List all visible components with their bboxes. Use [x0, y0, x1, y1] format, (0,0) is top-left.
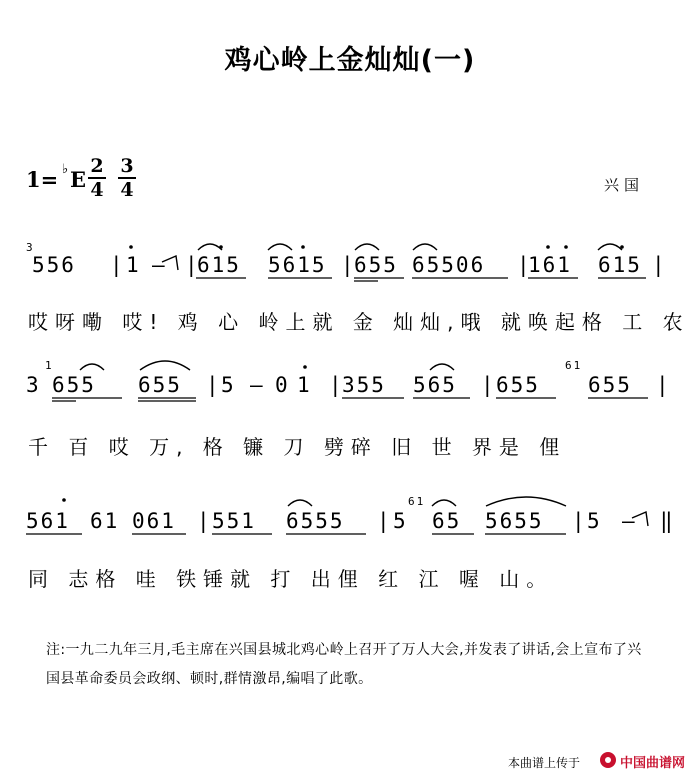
note: 5: [221, 373, 236, 397]
note-group: 615: [197, 253, 241, 277]
barline: |: [656, 373, 671, 397]
barline: |: [341, 253, 356, 277]
note-group: 551: [212, 509, 256, 533]
slur: [432, 500, 456, 506]
upload-credit: 本曲谱上传于: [508, 756, 581, 770]
barline: |: [377, 509, 392, 533]
author-credit: 兴国: [604, 176, 645, 194]
slur: [288, 500, 312, 506]
dash: –: [152, 253, 167, 277]
note-group: 355: [342, 373, 386, 397]
grace-note: 61: [565, 359, 583, 372]
lyrics-line-3: 同 志格 哇 铁锤就 打 出俚 红 江 喔 山。: [28, 567, 554, 591]
song-title: 鸡心岭上金灿灿(一): [224, 45, 476, 76]
lyrics-line-1: 哎呀嘞 哎! 鸡 心 岭上就 金 灿灿,哦 就唤起格 工 农: [28, 310, 690, 334]
slur: [430, 364, 454, 370]
barline: |: [185, 253, 200, 277]
dash: –: [250, 373, 265, 397]
note-group: 565: [413, 373, 457, 397]
key-tonic: E: [70, 167, 87, 192]
note: 1: [297, 373, 312, 397]
barline: |: [572, 509, 587, 533]
note-group: 5655: [485, 509, 544, 533]
slur: [598, 244, 622, 250]
end-barline: ‖: [660, 509, 675, 533]
slur: [268, 244, 292, 250]
time-signature-3-4: 3 4: [118, 156, 136, 200]
note-group: 556: [32, 253, 76, 277]
barline: |: [197, 509, 212, 533]
slur: [140, 361, 190, 370]
note-group: 655: [52, 373, 96, 397]
key-label: 1=: [26, 167, 59, 192]
logo-text: 中国曲谱网: [620, 756, 686, 771]
tie-arrow: [632, 512, 648, 526]
slur: [486, 497, 566, 506]
dash: –: [622, 509, 637, 533]
note: 5: [393, 509, 408, 533]
barline: |: [481, 373, 496, 397]
note-group: 061: [132, 509, 176, 533]
flat-sign: ♭: [62, 162, 69, 177]
slur: [355, 244, 379, 250]
note-group: 655: [496, 373, 540, 397]
barline: |: [110, 253, 125, 277]
note-group: 655: [588, 373, 632, 397]
slur: [413, 244, 437, 250]
logo-icon: [600, 752, 616, 768]
note-group: 615: [598, 253, 642, 277]
note-group: 161: [528, 253, 572, 277]
note-group: 65506: [412, 253, 486, 277]
barline: |: [652, 253, 667, 277]
rest: 0: [275, 373, 290, 397]
site-logo: [600, 750, 696, 772]
note-group: 561: [26, 509, 70, 533]
time-signature-2-4: 2 4: [88, 156, 106, 200]
slur: [198, 244, 222, 250]
lyrics-line-2: 千 百 哎 万, 格 镰 刀 劈碎 旧 世 界是 俚: [28, 435, 567, 459]
barline: |: [517, 253, 532, 277]
grace-note: 3: [26, 241, 35, 254]
note-group: 5615: [268, 253, 327, 277]
note-group: 65: [432, 509, 462, 533]
note-group: 655: [138, 373, 182, 397]
note: 3: [26, 373, 41, 397]
grace-note: 61: [408, 495, 426, 508]
note-group: 61: [90, 509, 120, 533]
slur: [80, 364, 104, 370]
note-group: 1: [126, 253, 141, 277]
tie-arrow: [162, 256, 178, 270]
note-group: 655: [354, 253, 398, 277]
note-group: 6555: [286, 509, 345, 533]
note: 5: [587, 509, 602, 533]
grace-note: 1: [45, 359, 54, 372]
footnote: 注:一九二九年三月,毛主席在兴国县城北鸡心岭上召开了万人大会,并发表了讲话,会上宣布了兴国县革命委员会政纲、顿时,群情激昂,编唱了此歌。: [46, 642, 642, 687]
barline: |: [329, 373, 344, 397]
barline: |: [206, 373, 221, 397]
